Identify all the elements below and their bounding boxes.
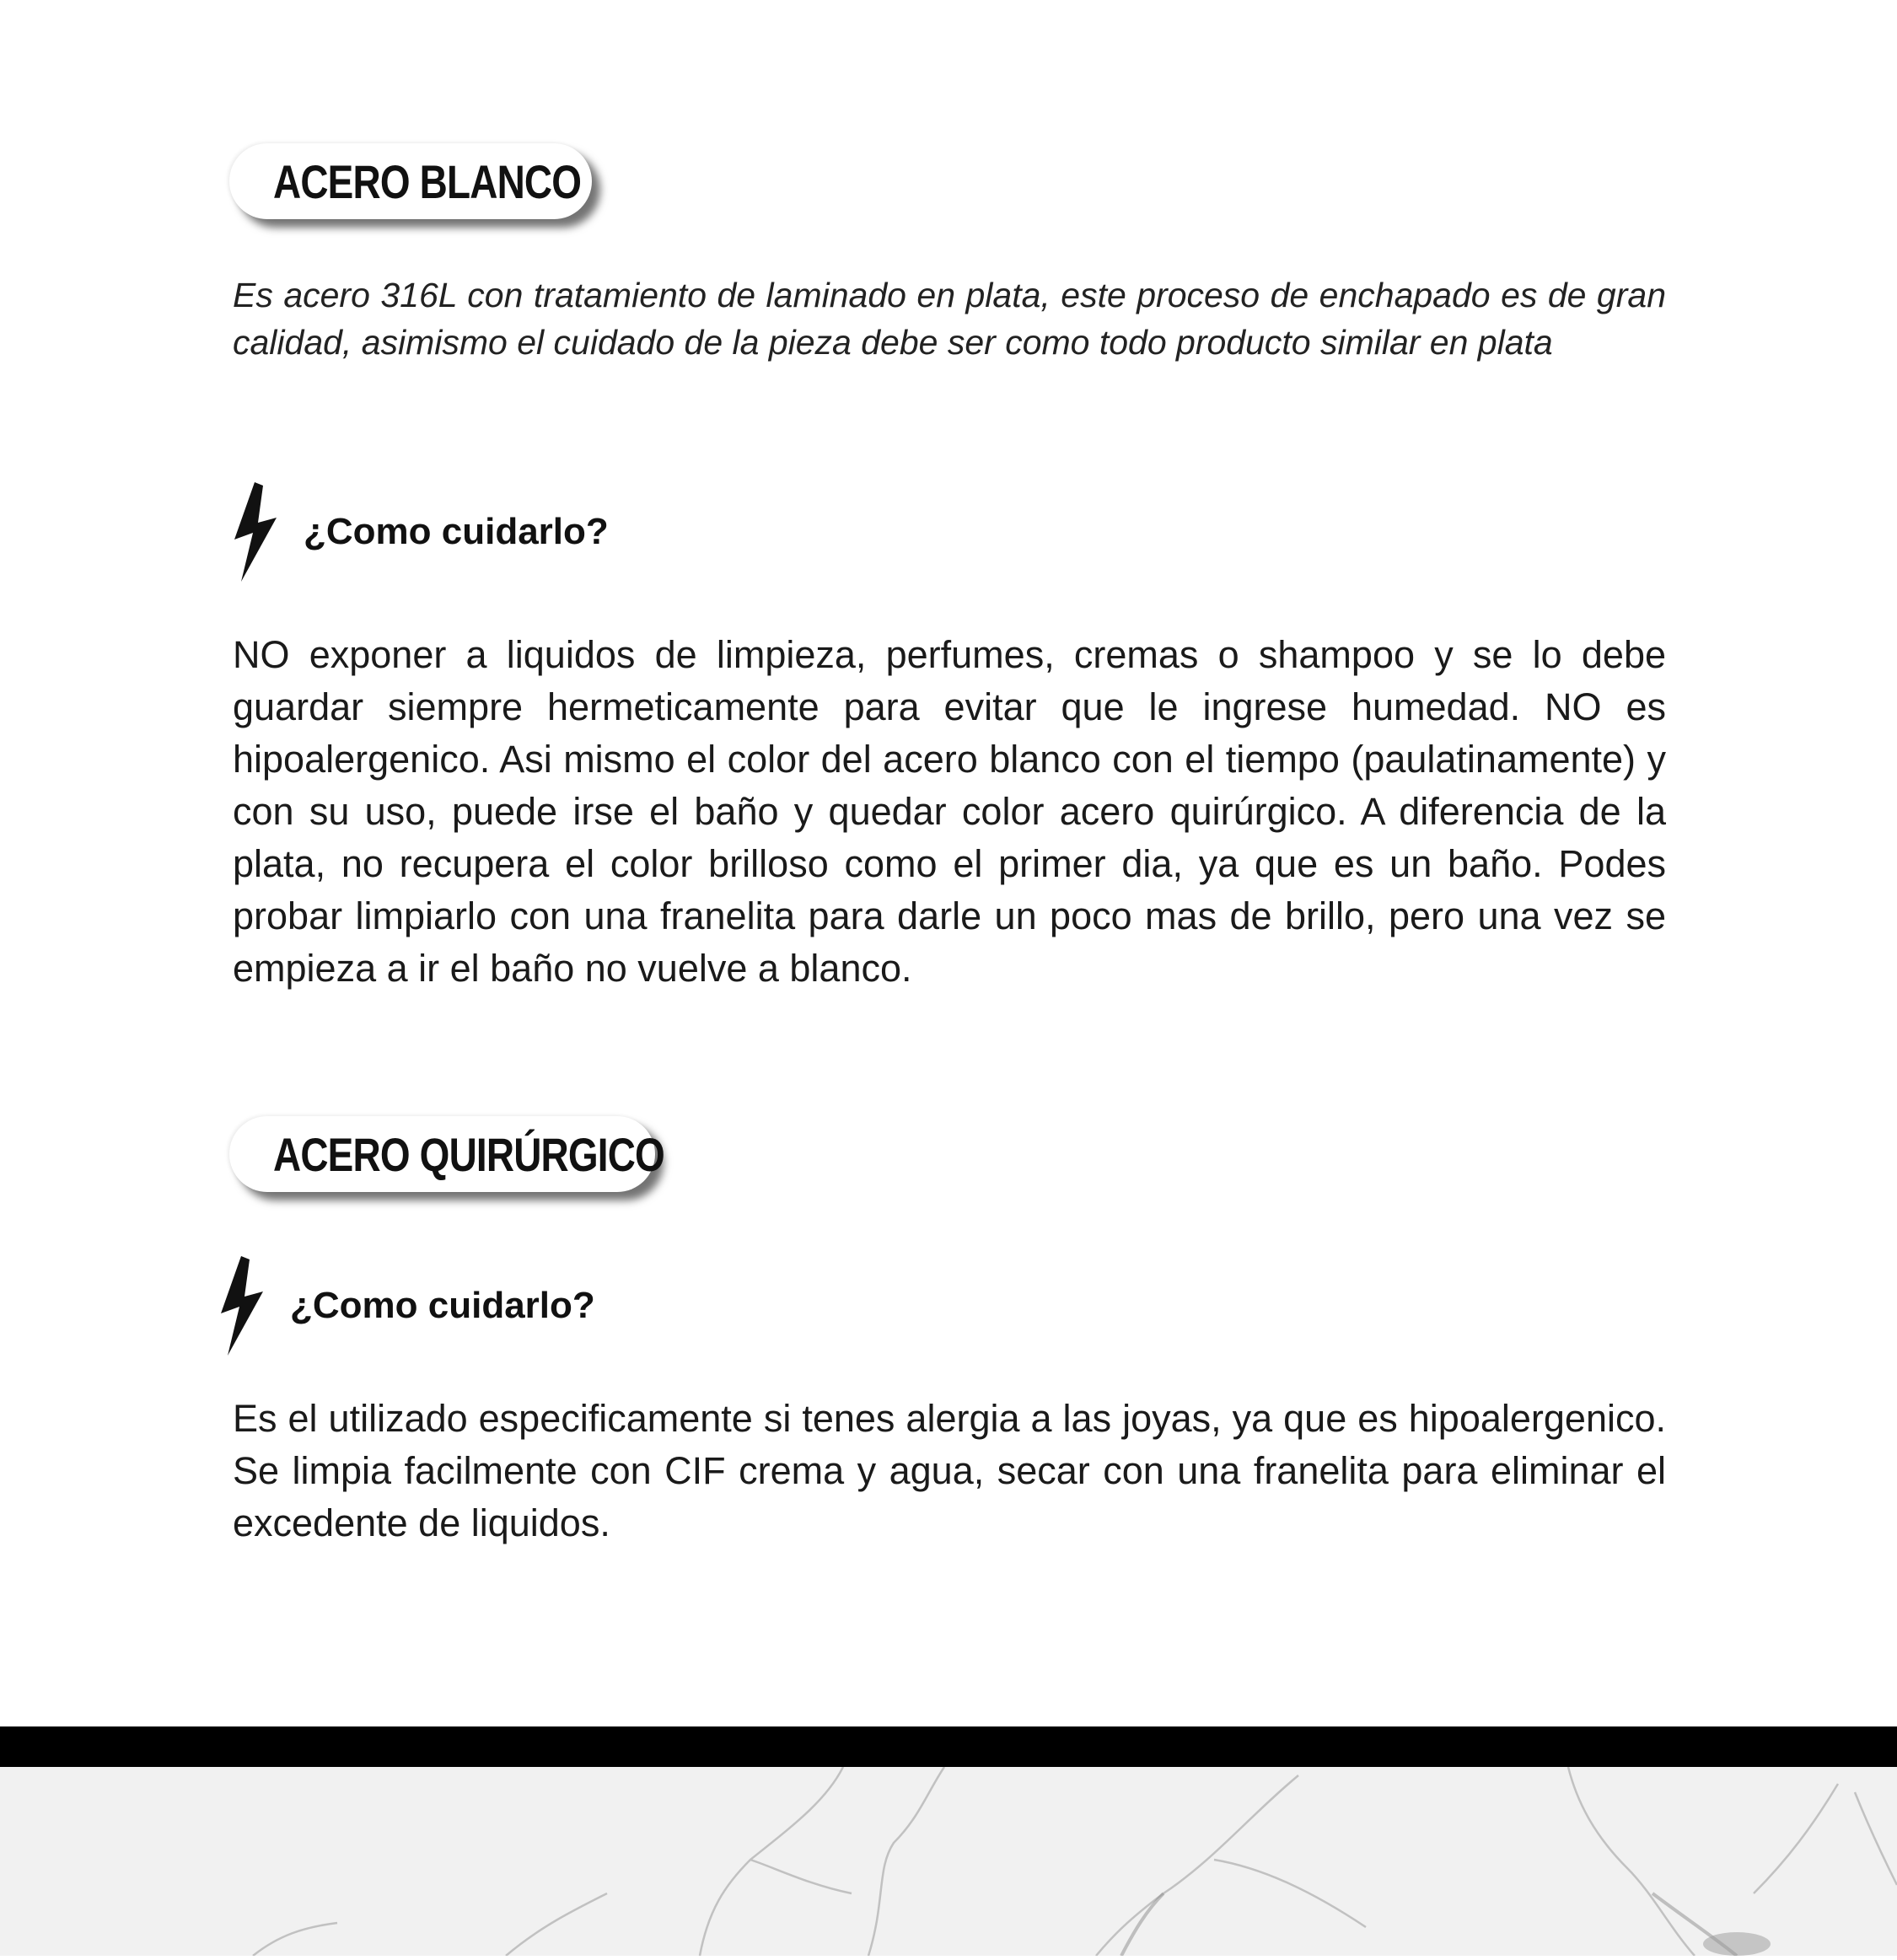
lightning-bolt-icon — [221, 1256, 263, 1356]
section-intro: Es acero 316L con tratamiento de laminado en plata, este proceso de enchapado es de gran calidad, asimismo el cuidado de la pieza debe ser como todo producto similar en plata — [233, 276, 1666, 362]
care-heading-label: ¿Como cuidarlo? — [290, 1285, 595, 1326]
care-heading — [234, 482, 609, 582]
care-text: NO exponer a liquidos de limpieza, perfumes, cremas o shampoo y se lo debe guardar siempre hermeticamente para evitar que le ingrese humedad. NO es hipoalergenico. Asi mismo el color del acero blanco con el tiempo (paulatinamente) y con su uso, puede irse el baño y quedar color acero quirúrgico. A diferencia de la plata, no recupera el color brilloso como el primer dia, ya que es un baño. Podes probar limpiarlo con una franelita para darle un poco mas de brillo, pero una vez se empieza a ir el baño no vuelve a blanco. — [233, 633, 1666, 990]
care-heading-label: ¿Como cuidarlo? — [304, 511, 609, 552]
footer-bar — [0, 1726, 1897, 1767]
section-title-pill — [229, 1116, 664, 1192]
section-title: ACERO QUIRÚRGICO — [273, 1127, 664, 1181]
section-title: ACERO BLANCO — [273, 154, 582, 208]
marble-veins — [0, 1767, 1897, 1956]
section-title-pill — [229, 143, 592, 219]
marble-texture — [0, 1767, 1897, 1956]
lightning-bolt-icon — [234, 482, 277, 582]
care-heading — [221, 1256, 595, 1356]
care-text: Es el utilizado especificamente si tenes alergia a las joyas, ya que es hipoalergenico. Se limpia facilmente con CIF crema y agua, secar con una franelita para eliminar el excedente de liquidos. — [233, 1397, 1666, 1544]
